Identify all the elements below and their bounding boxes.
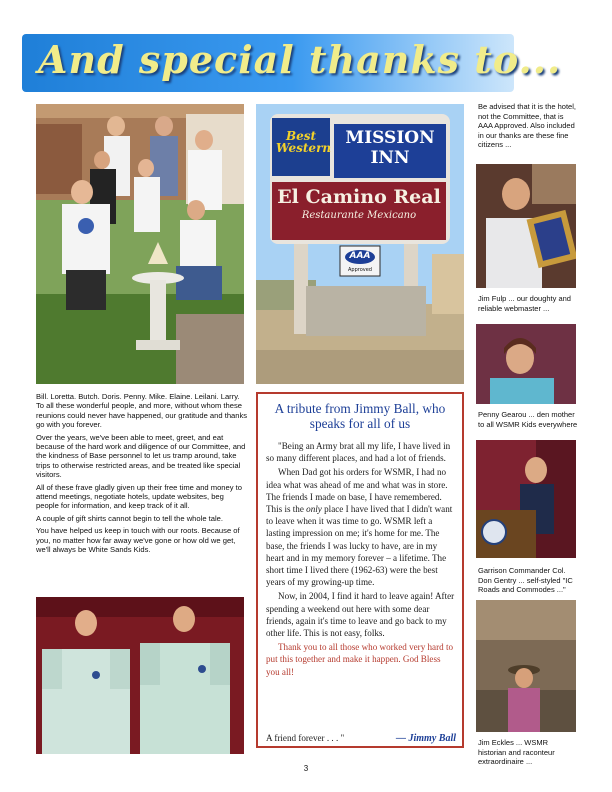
- gift-shirts-photo: [36, 597, 244, 754]
- tribute-paragraph: Now, in 2004, I find it hard to leave again! After spending a weekend out here with some dear friends, again it's time to leave and go back to my other life. This is not easy, folks.: [266, 591, 455, 639]
- intro-paragraph: All of these frave gladly given up their free time and money to attend meetings, negotiate hotels, update websites, beg people for information, and keep track of it all.: [36, 482, 242, 511]
- tribute-body: [266, 440, 456, 680]
- tribute-signoff-row: [266, 733, 456, 743]
- best-western-logo: [276, 129, 332, 155]
- brand-bottom-text: Western: [276, 141, 332, 155]
- intro-text: [36, 392, 248, 558]
- caption-don-gentry: Garrison Commander Col. Don Gentry ... self-styled "IC Roads and Commodes ...": [478, 566, 573, 595]
- committee-group-photo: [36, 104, 244, 384]
- don-gentry-photo: [476, 440, 576, 558]
- caption-penny-gearou: Penny Gearou ... den mother to all WSMR Kids everywhere: [478, 410, 578, 429]
- intro-paragraph: A couple of gift shirts cannot begin to tell the whole tale.: [36, 513, 224, 523]
- page-title: And special thanks to...: [38, 37, 562, 82]
- tribute-signoff: A friend forever . . . ": [266, 733, 345, 743]
- penny-gearou-photo: [476, 324, 576, 404]
- page-number: 3: [303, 764, 309, 773]
- intro-paragraph: You have helped us keep in touch with our roots. Because of you, no matter how far away we've gone or how old we get, we'll always be White Sands Kids.: [36, 526, 240, 555]
- hotel-name-line1: MISSION: [345, 128, 435, 148]
- tribute-paragraph: "Being an Army brat all my life, I have lived in so many different places, and had a lot of friends.: [266, 441, 451, 464]
- tribute-text-run: When Dad got his orders for WSMR, I had no idea what was ahead of me and what was in store. The friends I made on base, I have remembered. This is the: [266, 467, 448, 515]
- mission-inn-sign-photo: [256, 104, 464, 384]
- aaa-approved: Approved: [348, 267, 372, 273]
- aaa-logo: AAA: [349, 251, 371, 261]
- tribute-paragraph: [266, 466, 456, 588]
- tribute-text-run: place I have lived that I didn't want to leave when it was time to go. WSMR left a lasting impression on me; it's home for me. The base, the friends I was lucky to have, are in my heart and in my memory forever – a lifetime. The short time I lived there (1962-63) were the best years of my growing-up time.: [266, 504, 453, 588]
- caption-jim-fulp: Jim Fulp ... our doughty and reliable webmaster ...: [478, 294, 571, 313]
- tribute-closing: Thank you to all those who worked very hard to put this together and make it happen. God Bless you all!: [266, 642, 454, 677]
- tribute-signature: — Jimmy Ball: [396, 733, 456, 744]
- hotel-name-line2: INN: [370, 148, 410, 168]
- hotel-name: [334, 128, 446, 168]
- caption-jim-eckles: Jim Eckles ... WSMR historian and raconteur extraordinaire ...: [478, 738, 555, 767]
- tribute-emphasis: only: [306, 504, 322, 515]
- intro-paragraph: Over the years, we've been able to meet, greet, and eat because of the hard work and diligence of our Committee, and the kindness of Base personnel to let us tramp around, take trips to otherwise restricted areas, and be treated like special visitors.: [36, 432, 246, 480]
- restaurant-name: El Camino Real: [277, 186, 441, 208]
- brand-top-text: Best: [285, 129, 317, 143]
- tribute-title: A tribute from Jimmy Ball, who speaks for all of us: [274, 401, 446, 431]
- jim-fulp-photo: [476, 164, 576, 288]
- aaa-note: Be advised that it is the hotel, not the Committee, that is AAA Approved. Also included in our thanks are these fine citizens ...: [478, 102, 576, 150]
- jim-eckles-photo: [476, 600, 576, 732]
- restaurant-subtitle: Restaurante Mexicano: [301, 210, 417, 221]
- intro-paragraph: Bill. Loretta. Butch. Doris. Penny. Mike. Elaine. Leilani. Larry. To all these wonderful people, and more, without whom these reunions could never have happened, our gratitude and thanks go with you forever.: [36, 392, 248, 430]
